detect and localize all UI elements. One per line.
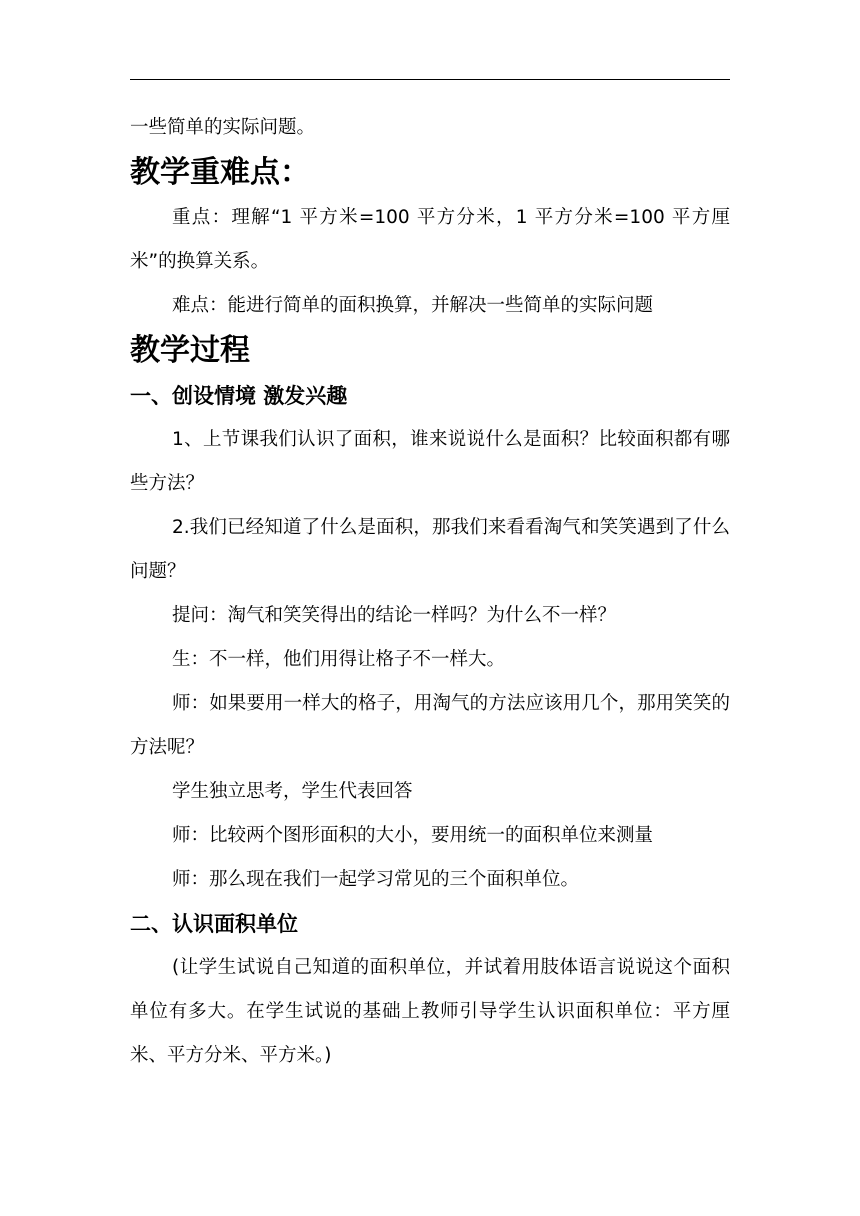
paragraph-continued: 一些简单的实际问题。 — [130, 117, 316, 138]
paragraph-question: 提问：淘气和笑笑得出的结论一样吗？为什么不一样？ — [172, 605, 617, 626]
header-rule — [130, 79, 730, 80]
paragraph-teacher-1: 师：如果要用一样大的格子，用淘气的方法应该用几个，那用笑笑的方法呢？ — [130, 693, 730, 758]
paragraph-key-point: 重点：理解“1 平方米=100 平方分米，1 平方分米=100 平方厘米”的换算关系。 — [130, 207, 730, 272]
paragraph-difficult-point: 难点：能进行简单的面积换算，并解决一些简单的实际问题 — [172, 295, 654, 316]
heading-key-difficult-points: 教学重难点： — [130, 155, 310, 190]
section-heading-1: 一、创设情境 激发兴趣 — [130, 384, 348, 408]
paragraph-student-think: 学生独立思考，学生代表回答 — [172, 781, 413, 802]
paragraph-step-1: 1、上节课我们认识了面积，谁来说说什么是面积？比较面积都有哪 些方法？ — [130, 429, 730, 494]
paragraph-area-units: (让学生试说自己知道的面积单位，并试着用肢体语言说说这个面积单位有多大。在学生试说的基础上教师引导学生认识面积单位：平方厘米、平方分米、平方米。) — [130, 957, 730, 1066]
paragraph-step-2: 2.我们已经知道了什么是面积，那我们来看看淘气和笑笑遇到了什么问题？ — [130, 517, 730, 582]
heading-teaching-process: 教学过程 — [130, 333, 250, 368]
paragraph-student-answer: 生：不一样，他们用得让格子不一样大。 — [172, 649, 506, 670]
section-heading-2: 二、认识面积单位 — [130, 912, 298, 936]
paragraph-teacher-2: 师：比较两个图形面积的大小，要用统一的面积单位来测量 — [172, 825, 654, 846]
document-body — [130, 106, 730, 1078]
paragraph-teacher-3: 师：那么现在我们一起学习常见的三个面积单位。 — [172, 869, 580, 890]
